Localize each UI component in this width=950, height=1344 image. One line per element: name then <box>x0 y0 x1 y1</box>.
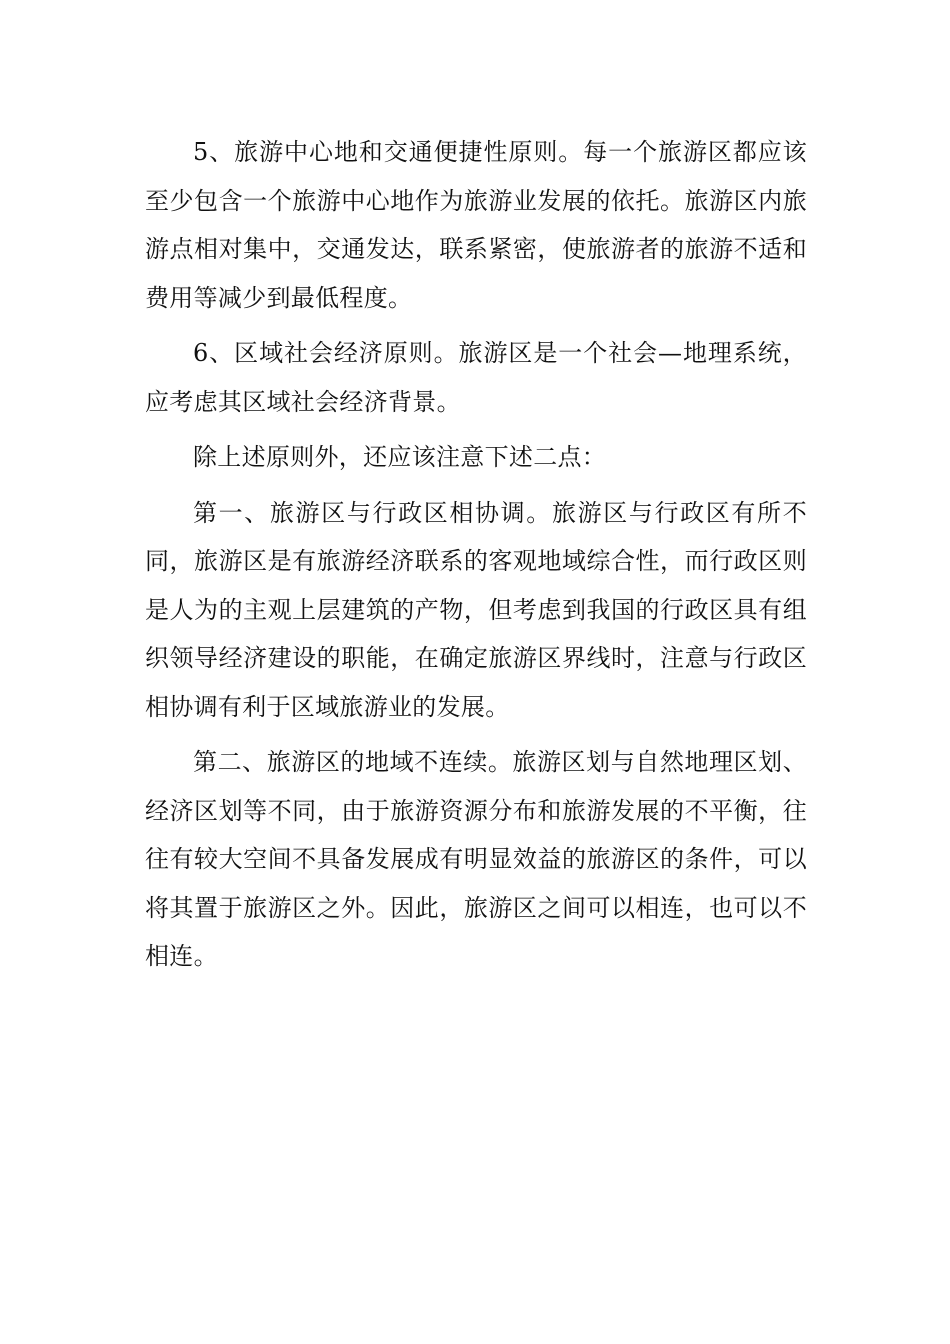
document-body <box>145 128 807 988</box>
paragraph-point-one: 第一、旅游区与行政区相协调。旅游区与行政区有所不同，旅游区是有旅游经济联系的客观地域综合性，而行政区则是人为的主观上层建筑的产物，但考虑到我国的行政区具有组织领导经济建设的职能，在确定旅游区界线时，注意与行政区相协调有利于区域旅游业的发展。 <box>145 498 807 721</box>
paragraph-additional-points-intro: 除上述原则外，还应该注意下述二点： <box>193 443 607 471</box>
paragraph-principle-5: 5、旅游中心地和交通便捷性原则。每一个旅游区都应该至少包含一个旅游中心地作为旅游业发展的依托。旅游区内旅游点相对集中，交通发达，联系紧密，使旅游者的旅游不适和费用等减少到最低程度。 <box>145 138 807 312</box>
paragraph-point-two: 第二、旅游区的地域不连续。旅游区划与自然地理区划、经济区划等不同，由于旅游资源分布和旅游发展的不平衡，往往有较大空间不具备发展成有明显效益的旅游区的条件，可以将其置于旅游区之外。因此，旅游区之间可以相连，也可以不相连。 <box>145 748 807 970</box>
paragraph-principle-6: 6、区域社会经济原则。旅游区是一个社会—地理系统，应考虑其区域社会经济背景。 <box>145 339 807 416</box>
